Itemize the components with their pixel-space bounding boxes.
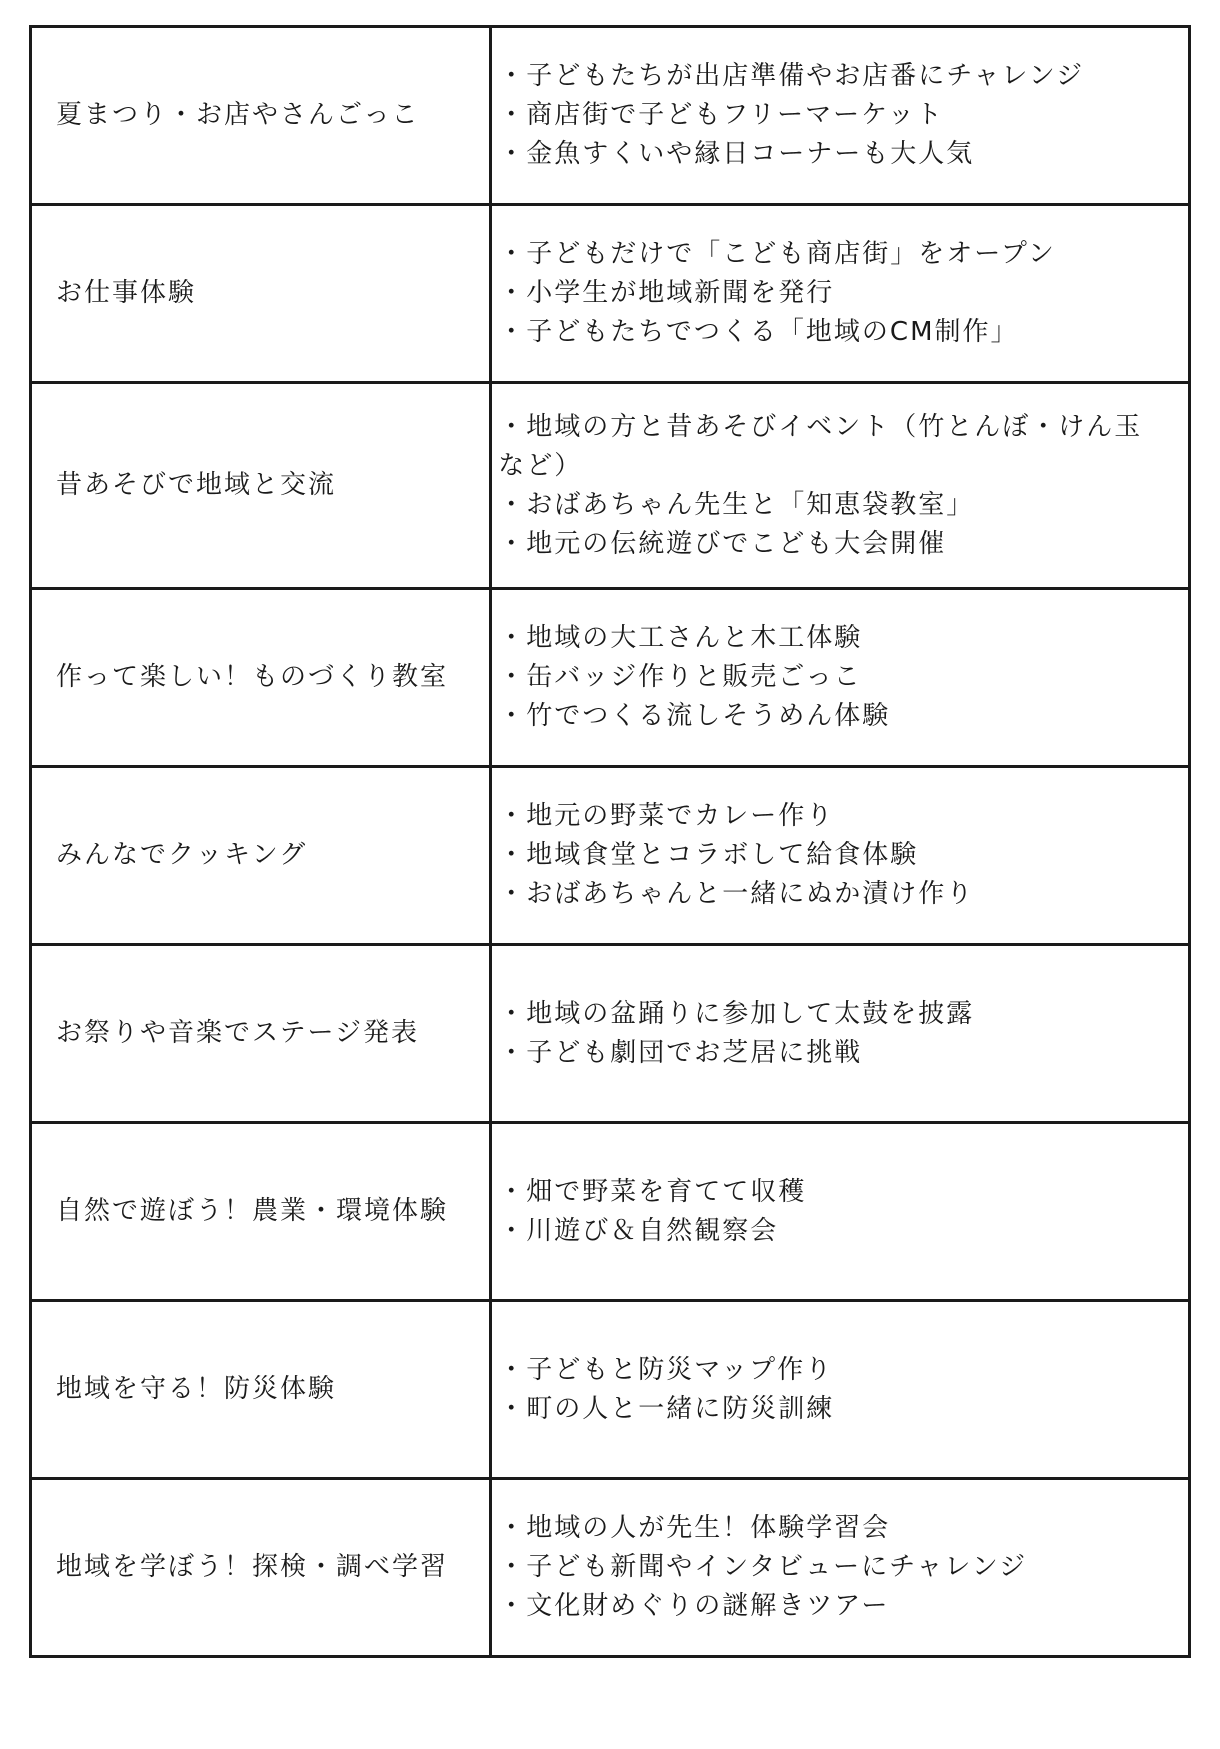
table-row xyxy=(31,1479,1190,1657)
activity-item: ・缶バッジ作りと販売ごっこ xyxy=(498,662,862,692)
activity-item: ・子どもたちでつくる「地域のCM制作」 xyxy=(498,317,1019,347)
activity-item: ・町の人と一緒に防災訓練 xyxy=(498,1393,835,1424)
activity-details xyxy=(491,1301,1190,1479)
table-row xyxy=(31,767,1190,945)
activity-details xyxy=(491,945,1190,1123)
activity-item: ・商店街で子どもフリーマーケット xyxy=(498,100,944,130)
activity-item: ・おばあちゃんと一緒にぬか漬け作り xyxy=(498,879,975,909)
activity-details xyxy=(491,1479,1190,1657)
activity-details xyxy=(491,589,1190,767)
activity-item: ・文化財めぐりの謎解きツアー xyxy=(498,1591,890,1621)
table-row xyxy=(31,205,1190,383)
activity-item: ・子ども新聞やインタビューにチャレンジ xyxy=(498,1552,1028,1582)
activity-item: ・竹でつくる流しそうめん体験 xyxy=(498,701,891,731)
activity-item: ・地元の野菜でカレー作り xyxy=(498,801,835,831)
table-row xyxy=(31,589,1190,767)
activity-title: お仕事体験 xyxy=(31,205,491,383)
activity-title: お祭りや音楽でステージ発表 xyxy=(31,945,491,1123)
activity-item: ・地域食堂とコラボして給食体験 xyxy=(498,840,919,870)
activity-title: 昔あそびで地域と交流 xyxy=(31,383,491,589)
table-row xyxy=(31,1301,1190,1479)
activity-item: ・おばあちゃん先生と「知恵袋教室」 xyxy=(498,489,975,520)
activity-item: ・金魚すくいや縁日コーナーも大人気 xyxy=(498,139,975,169)
activity-title: 夏まつり・お店やさんごっこ xyxy=(31,27,491,205)
table-row xyxy=(31,945,1190,1123)
activity-details xyxy=(491,383,1190,589)
activity-item: ・地域の人が先生！体験学習会 xyxy=(498,1513,891,1543)
activity-item: ・子ども劇団でお芝居に挑戦 xyxy=(498,1037,863,1068)
activity-title: 地域を守る！防災体験 xyxy=(31,1301,491,1479)
table-row xyxy=(31,383,1190,589)
activity-item: ・地元の伝統遊びでこども大会開催 xyxy=(498,528,947,559)
table-row xyxy=(31,1123,1190,1301)
activity-item: ・地域の方と昔あそびイベント（竹とんぼ・けん玉など） xyxy=(498,411,1143,481)
activity-details xyxy=(491,205,1190,383)
activity-item: ・畑で野菜を育てて収穫 xyxy=(498,1176,807,1207)
activity-item: ・子どもたちが出店準備やお店番にチャレンジ xyxy=(498,61,1085,91)
activity-title: 自然で遊ぼう！農業・環境体験 xyxy=(31,1123,491,1301)
activity-title: みんなでクッキング xyxy=(31,767,491,945)
activity-title: 作って楽しい！ものづくり教室 xyxy=(31,589,491,767)
activity-table xyxy=(29,25,1191,1658)
activity-item: ・地域の大工さんと木工体験 xyxy=(498,623,863,653)
activity-details xyxy=(491,1123,1190,1301)
activity-item: ・川遊び＆自然観察会 xyxy=(498,1215,779,1246)
table-row xyxy=(31,27,1190,205)
activity-title: 地域を学ぼう！探検・調べ学習 xyxy=(31,1479,491,1657)
activity-item: ・子どもと防災マップ作り xyxy=(498,1354,834,1385)
activity-item: ・子どもだけで「こども商店街」をオープン xyxy=(498,239,1056,269)
activity-details xyxy=(491,767,1190,945)
activity-details xyxy=(491,27,1190,205)
activity-item: ・小学生が地域新聞を発行 xyxy=(498,278,835,308)
activity-item: ・地域の盆踊りに参加して太鼓を披露 xyxy=(498,998,975,1029)
